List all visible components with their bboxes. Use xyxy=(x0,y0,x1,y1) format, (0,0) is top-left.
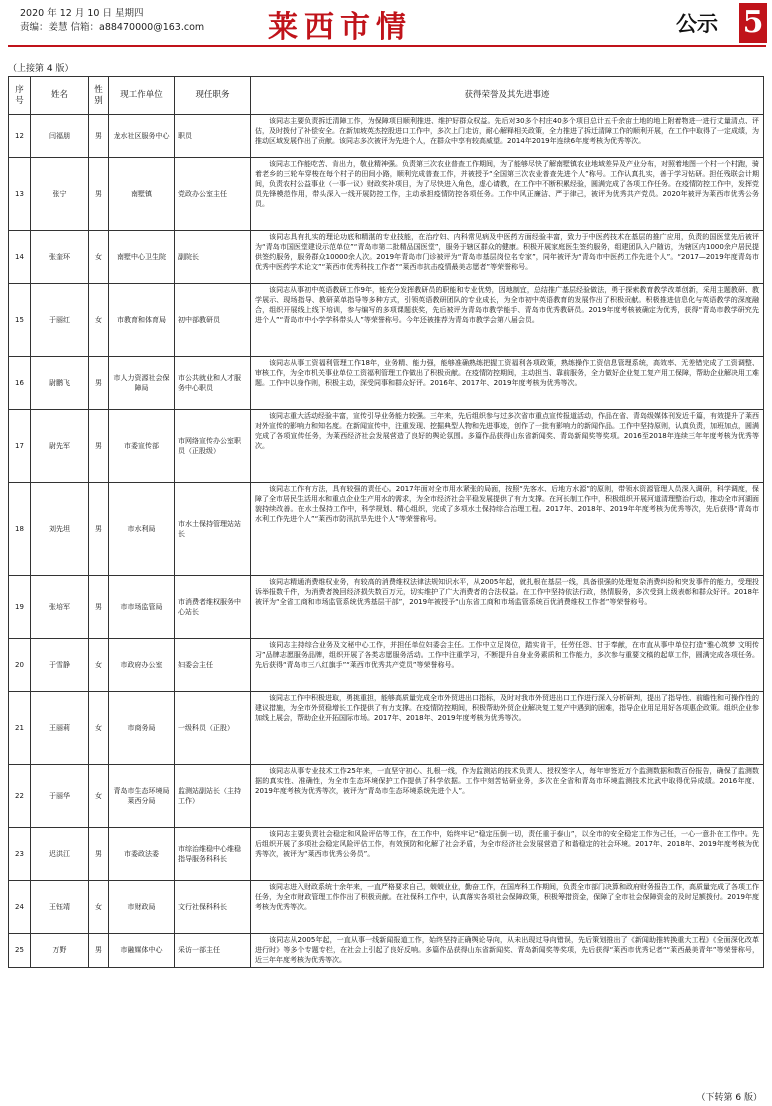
table-header-row xyxy=(9,77,764,115)
table-row xyxy=(9,158,764,231)
honors-deeds xyxy=(251,115,764,158)
issue-date: 2020 年 12 月 10 日 星期四 xyxy=(20,8,144,19)
job-position: 采访一部主任 xyxy=(175,934,251,968)
section-title: 公示 xyxy=(676,12,718,36)
row-number: 14 xyxy=(9,231,31,284)
person-name: 于丽华 xyxy=(31,765,89,828)
col-header-number: 序号 xyxy=(9,77,31,115)
honors-deeds xyxy=(251,576,764,639)
row-number: 25 xyxy=(9,934,31,968)
honors-deeds xyxy=(251,231,764,284)
honors-deeds xyxy=(251,881,764,934)
deeds-paragraph: 该同志从事工资福利管理工作18年，业务精、能力强，能够准确熟练把握工资福利各项政策，熟练操作工资信息管理系统，高效率、无差错完成了工资调整、审核工作，为全市机关事业单位工资福利管理工作做出了积极贡献。 xyxy=(255,359,759,378)
person-name: 尉先军 xyxy=(31,410,89,483)
work-unit: 南墅中心卫生院 xyxy=(109,231,175,284)
deeds-paragraph: 工作中注重学习，不断提升自身业务素质和工作能力，多次参与重要文稿的起草工作，圆满完成各项任务。先后获得“青岛市三八红旗手”“莱西市优秀共产党员”等荣誉称号。 xyxy=(255,651,759,670)
work-unit: 市财政局 xyxy=(109,881,175,934)
row-number: 15 xyxy=(9,284,31,357)
masthead-logo: 莱西市情 xyxy=(268,10,412,45)
job-position: 党政办公室主任 xyxy=(175,158,251,231)
row-number: 20 xyxy=(9,639,31,692)
table-row xyxy=(9,410,764,483)
deeds-paragraph: 该同志工作能吃苦、肯出力，敬业精神强。负责第三次农业普查工作期间，为了能够尽快了解南墅镇农业地域差异及产业分布，对照着地图一个村一个村跑，骑着老乡的三轮车穿梭在每个村子的田间小路，顺利完成普查工作，并被授予“全国第三次农业普查先进个人”称号。工作认真扎实，善于学习钻研。担任残联会计期间，负责农村公益事业（一事一议）财政奖补项目，为了尽快进入角色，虚心请教，在工作中不断积累经验，圆满完成了各项工作任务。 xyxy=(255,160,759,189)
honors-deeds xyxy=(251,765,764,828)
honors-deeds xyxy=(251,284,764,357)
deeds-paragraph: 该同志主要负责拆迁清障工作，为保障项目顺利推进、维护好群众权益。先后对30多个村庄40多个项目总计五千余亩土地的地上附着物进一进行丈量清点、评估，及时拨付了补偿安全。在新加坡英杰控股进口工作中，多次上门走访，耐心解释相关政策，全力推进了拆迁清障工作的顺利开展，在工作中取得了一定成绩，为推动区域发展作出了贡献。 xyxy=(255,117,759,146)
deeds-paragraph: 该同志从事专业技术工作25年来，一直坚守初心、扎根一线，作为监测站的技术负责人、授权签字人，每年审签近万个监测数据和数百份报告，确保了监测数据的真实性、准确性，为全市生态环境保护工作提供了科学依据。 xyxy=(255,767,759,786)
row-number: 21 xyxy=(9,692,31,765)
gender: 女 xyxy=(89,765,109,828)
table-row xyxy=(9,692,764,765)
deeds-paragraph: 积极开展家庭医生签约服务，组建团队入户随访，为辖区内1000余户居民提供签约服务，服务群众10000余人次。2019年青岛市门诊被评为“青岛市基层岗位名专家”，同年被评为“青岛市中医药工作先进个人”。“2017—2019年度青岛市优秀中医药学术论文”“莱西市优秀科技工作者”“莱西市抗击疫情最美志愿者”等荣誉称号。 xyxy=(255,243,759,272)
gender: 男 xyxy=(89,115,109,158)
person-name: 张奎环 xyxy=(31,231,89,284)
work-unit: 龙水社区服务中心 xyxy=(109,115,175,158)
gender: 女 xyxy=(89,284,109,357)
deeds-paragraph: 在疫情防控期间，积极帮助外贸企业解决复工复产中遇到的困难，指导企业用足用好各项惠企政策。组织企业参加线上展会，帮助企业开拓国际市场。2017年、2018年、2019年度考核为优秀等次。 xyxy=(255,704,759,723)
job-position: 妇委会主任 xyxy=(175,639,251,692)
work-unit: 南墅镇 xyxy=(109,158,175,231)
header-divider xyxy=(8,45,766,47)
deeds-paragraph: 工作中坚持原则，认真负责，加班加点，圆满完成了各项宣传任务，为莱西经济社会发展营造了良好的舆论氛围。多篇作品获得山东省新闻奖、青岛新闻奖等奖项。2016至2018年连续三年年度考核为优秀等次。 xyxy=(255,422,759,451)
page-header xyxy=(0,0,772,44)
gender: 男 xyxy=(89,576,109,639)
job-position: 市消费者维权服务中心站长 xyxy=(175,576,251,639)
work-unit: 市市场监管局 xyxy=(109,576,175,639)
job-position: 市综治维稳中心维稳指导服务科科长 xyxy=(175,828,251,881)
job-position: 市网络宣传办公室职员（正股级） xyxy=(175,410,251,483)
table-row xyxy=(9,881,764,934)
work-unit: 青岛市生态环境局莱西分局 xyxy=(109,765,175,828)
deeds-paragraph: 该同志重大活动经验丰富，宣传引导业务能力较强。三年来，先后组织参与过多次省市重点宣传报道活动，作品在省、青岛级媒体刊发近千篇，有效提升了莱西对外宣传的影响力和知名度。在新闻宣传中，注重发现、挖掘典型人物和先进事迹，创作了一批有影响力的新闻作品。 xyxy=(255,412,759,431)
row-number: 16 xyxy=(9,357,31,410)
row-number: 23 xyxy=(9,828,31,881)
gender: 女 xyxy=(89,231,109,284)
col-header-deeds: 获得荣誉及其先进事迹 xyxy=(251,77,764,115)
deeds-paragraph: 该同志多次被评为先进个人，在群众中享有较高威望。2014年2019年连续6年度考核为优秀等次。 xyxy=(339,137,646,146)
job-position: 初中部教研员 xyxy=(175,284,251,357)
row-number: 17 xyxy=(9,410,31,483)
header-info xyxy=(20,7,204,35)
col-header-gender: 性别 xyxy=(89,77,109,115)
deeds-paragraph: 多篇作品获得山东省新闻奖、青岛新闻奖等奖项，先后获得“莱西市优秀记者”“莱西最美青年”等荣誉称号，近三年年度考核为优秀等次。 xyxy=(255,946,759,965)
work-unit: 市商务局 xyxy=(109,692,175,765)
row-number: 19 xyxy=(9,576,31,639)
deeds-paragraph: 在工作中坚持依法行政，热情服务，多次受到上级表彰和群众好评。2018年被评为“全省工商和市场监管系统优秀基层干部”，2019年被授予“山东省工商和市场监管系统百优消费维权工作者”等荣誉称号。 xyxy=(255,588,759,607)
person-name: 刘先坦 xyxy=(31,483,89,576)
gender: 男 xyxy=(89,828,109,881)
honors-deeds xyxy=(251,934,764,968)
row-number: 24 xyxy=(9,881,31,934)
table-row xyxy=(9,357,764,410)
deeds-paragraph: 该同志从2005年起，一直从事一线新闻报道工作，始终坚持正确舆论导向，从未出现过导向错误，先后策划推出了《新闻助推转换重大工程》《全面深化改革进行时》等多个专题专栏，在社会上引起了良好反响。 xyxy=(255,936,759,955)
deeds-paragraph: 该同志工作有方法，具有较强的责任心。2017年面对全市用水紧张的局面，按照“先客水、后地方水源”的原则，带领水资源管理人员深入调研，科学调度，保障了全市居民生活用水和重点企业生产用水的需求，为全市经济社会平稳发展提供了有力支撑。 xyxy=(255,485,759,504)
person-name: 尉鹏飞 xyxy=(31,357,89,410)
honors-deeds xyxy=(251,828,764,881)
work-unit: 市委政法委 xyxy=(109,828,175,881)
row-number: 18 xyxy=(9,483,31,576)
person-name: 王丽莉 xyxy=(31,692,89,765)
honors-deeds xyxy=(251,357,764,410)
person-name: 张培军 xyxy=(31,576,89,639)
deeds-paragraph: 先后组织开展了多项社会稳定风险评估工作，有效预防和化解了社会矛盾，为全市经济社会发展营造了和谐稳定的社会环境。2017年、2018年、2019年度考核为优秀等次，被评为“莱西市优秀公务员”。 xyxy=(255,830,759,859)
deeds-paragraph: 该同志进入财政系统十余年来，一直严格要求自己，兢兢业业，勤奋工作，在国库科工作期间，负责全市部门决算和政府财务报告工作，高质量完成了各项工作任务，为全市财政管理工作作出了积极贡献。 xyxy=(255,883,759,902)
table-row xyxy=(9,934,764,968)
deeds-paragraph: 在河长制工作中，积极组织开展河道清理整治行动，推动全市河湖面貌持续改善。在水土保持工作中，科学规划、精心组织，完成了多项水土保持综合治理工程。2017年、2018年、2019年年度考核为优秀等次，先后获得“青岛市水利工作先进个人”“莱西市防汛抗旱先进个人”等荣誉称号。 xyxy=(255,495,759,524)
col-header-position: 现任职务 xyxy=(175,77,251,115)
row-number: 22 xyxy=(9,765,31,828)
person-name: 王钰靖 xyxy=(31,881,89,934)
job-position: 市水土保持管理站站长 xyxy=(175,483,251,576)
honors-deeds xyxy=(251,639,764,692)
honor-roll-table xyxy=(8,76,764,968)
table-row xyxy=(9,576,764,639)
deeds-paragraph: 该同志主持综合业务及文秘中心工作，并担任单位妇委会主任。工作中立足岗位，踏实肯干，任劳任怨、甘于奉献，在市直从事中单位打造“雅心筑梦 文明传习”品牌志愿服务品牌，组织开展了各类志愿服务活动。 xyxy=(255,641,759,660)
person-name: 张宁 xyxy=(31,158,89,231)
job-position: 市公共就业和人才服务中心职员 xyxy=(175,357,251,410)
honors-deeds xyxy=(251,692,764,765)
person-name: 于丽红 xyxy=(31,284,89,357)
person-name: 于雪静 xyxy=(31,639,89,692)
job-position: 文行社保科科长 xyxy=(175,881,251,934)
gender: 男 xyxy=(89,934,109,968)
honors-deeds xyxy=(251,410,764,483)
deeds-paragraph: 该同志主要负责社会稳定和风险评估等工作，在工作中，始终牢记“稳定压倒一切，责任重于泰山”，以全市的安全稳定工作为己任，一心一意扑在工作中。 xyxy=(269,830,752,838)
work-unit: 市融媒体中心 xyxy=(109,934,175,968)
table-row xyxy=(9,284,764,357)
deeds-paragraph: 工作中刻苦钻研业务，多次在全省和青岛市环境监测技术比武中取得优异成绩。2016年度、2019年度考核为优秀等次，被评为“青岛市生态环境系统先进个人”。 xyxy=(255,777,759,796)
work-unit: 市人力资源社会保障局 xyxy=(109,357,175,410)
table-row xyxy=(9,765,764,828)
work-unit: 市委宣传部 xyxy=(109,410,175,483)
continued-to-note: （下转第 6 版） xyxy=(696,1093,762,1103)
gender: 女 xyxy=(89,692,109,765)
deeds-paragraph: 积极推进信息化与英语教学的深度融合，组织开展线上线下培训，参与编写的多项课题获奖，先后被评为青岛市教学能手、青岛市优秀教研员。2019年度考核被确定为优秀，获得“青岛市教学研究先进个人”“青岛市中小学学科带头人”等荣誉称号。今年还被推荐为青岛市教学会第八届会员。 xyxy=(255,296,759,325)
work-unit: 市教育和体育局 xyxy=(109,284,175,357)
deeds-paragraph: 在疫情防控期间，主动担当、靠前服务，全力做好企业复工复产用工保障，帮助企业解决用工难题。工作中以身作则，积极主动，深受同事和群众好评。2016年、2017年、2019年度考核为优秀等次。 xyxy=(255,369,759,388)
editors-line: 责编：姜慧 信箱：a88470000@163.com xyxy=(20,22,205,33)
work-unit: 市政府办公室 xyxy=(109,639,175,692)
honors-deeds xyxy=(251,158,764,231)
gender: 女 xyxy=(89,881,109,934)
honors-deeds xyxy=(251,483,764,576)
deeds-paragraph: 在社保科工作中，认真落实各项社会保障政策，积极筹措资金，保障了全市社会保障资金的及时足额拨付。2019年度考核为优秀等次。 xyxy=(255,893,759,912)
job-position: 监测站副站长（主持工作） xyxy=(175,765,251,828)
page-number-badge: 5 xyxy=(739,3,767,43)
job-position: 副院长 xyxy=(175,231,251,284)
continued-from-note: （上接第 4 版） xyxy=(8,64,74,74)
row-number: 12 xyxy=(9,115,31,158)
table-row xyxy=(9,828,764,881)
table-row xyxy=(9,483,764,576)
person-name: 闫福朋 xyxy=(31,115,89,158)
job-position: 一级科员（正股） xyxy=(175,692,251,765)
row-number: 13 xyxy=(9,158,31,231)
deeds-paragraph: 该同志从事初中英语教研工作9年，能充分发挥教研员的职能和专业优势，因地制宜，总结推广基层经验做法，勇于探索教育教学改革创新，采用主题教研、教学展示、现场指导、教研菜单指导等多种方式，引领英语教研团队的专业成长，为全市初中英语教育的发展作出了积极贡献。 xyxy=(255,286,759,305)
gender: 男 xyxy=(89,410,109,483)
deeds-paragraph: 该同志工作中积极进取，勇挑重担，能够高质量完成全市外贸进出口指标，及时对我市外贸进出口工作进行深入分析研判，提出了指导性、前瞻性和可操作性的建议措施，为全市外贸稳增长工作提供了有力支撑。 xyxy=(255,694,759,713)
gender: 男 xyxy=(89,483,109,576)
deeds-paragraph: 该同志精通消费维权业务，有较高的消费维权法律法规知识水平，从2005年起，就扎根在基层一线，具备很强的处理复杂消费纠纷和突发事件的能力，受理投诉举报数千件，为消费者挽回经济损失数百万元，切实维护了广大消费者的合法权益。 xyxy=(255,578,759,597)
table-row xyxy=(9,115,764,158)
table-row xyxy=(9,639,764,692)
col-header-name: 姓名 xyxy=(31,77,89,115)
table-row xyxy=(9,231,764,284)
gender: 男 xyxy=(89,357,109,410)
deeds-paragraph: 该同志具有扎实的理论功底和精湛的专业技能，在治疗妇、内科常见病及中医药方面经验丰富，致力于中医药技术在基层的推广应用，负责的国医堂先后被评为“青岛市国医堂建设示范单位”“青岛市第二批精品国医堂”，服务于辖区群众的健康。 xyxy=(255,233,759,252)
person-name: 迟洪江 xyxy=(31,828,89,881)
deeds-paragraph: 在疫情防控工作中，发挥党员先锋模范作用，带头深入一线开展防控工作，主动承担疫情防控各项任务。工作中风正廉洁、严于律己，被评为优秀共产党员。2020年被评为莱西市优秀公务员。 xyxy=(255,180,759,209)
job-position: 职员 xyxy=(175,115,251,158)
person-name: 万野 xyxy=(31,934,89,968)
work-unit: 市水利局 xyxy=(109,483,175,576)
gender: 女 xyxy=(89,639,109,692)
gender: 男 xyxy=(89,158,109,231)
col-header-unit: 现工作单位 xyxy=(109,77,175,115)
